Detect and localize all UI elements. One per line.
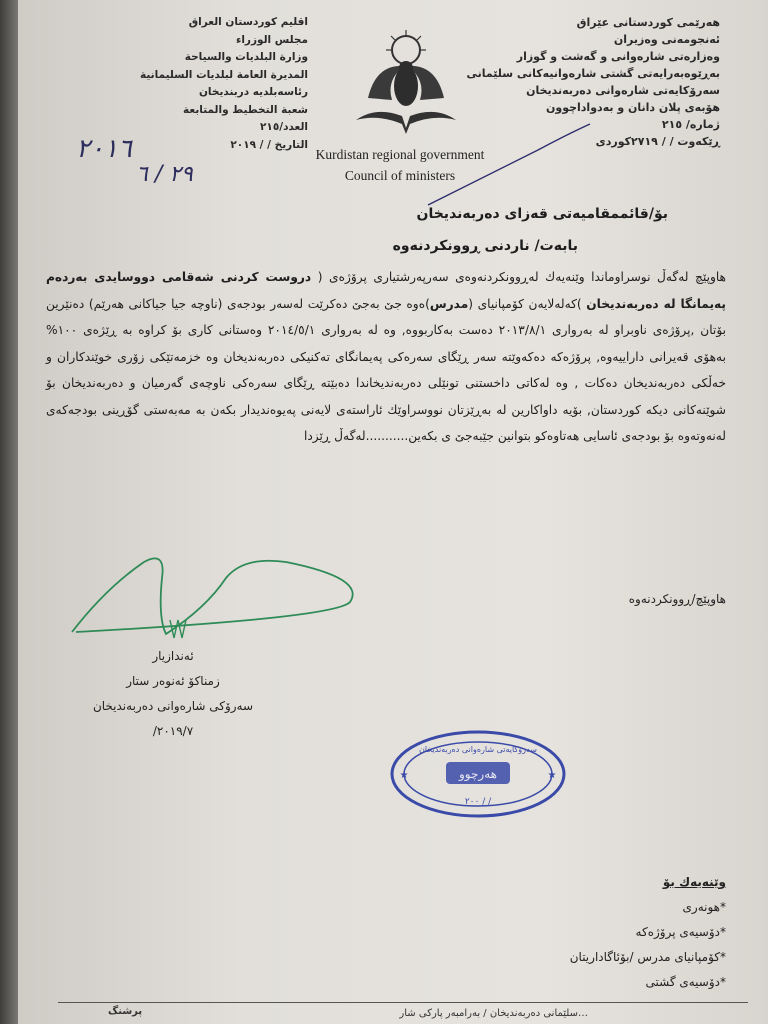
header-line: هۆبەی پلان دانان و بەدواداچوون (545, 101, 720, 114)
header-line: بەڕێوەبەرایەتی گشتی شارەوانیەکانی سلێمانی (466, 67, 720, 80)
stamp-ring-text: سەرۆکایەتی شارەوانی دەربەندیخان (419, 745, 537, 754)
krg-line: Kurdistan regional government (315, 147, 485, 162)
attachment-note: هاوپێچ/ڕوونکردنەوە (628, 592, 726, 606)
copies-to (506, 870, 726, 995)
document-sheet (18, 0, 768, 1024)
footer (18, 994, 768, 1024)
footer-address: …سلێمانی دەربەندیخان / بەرامبەر پارکی شار (399, 1008, 588, 1019)
header-date: التاريخ / / ٢٠١٩ (230, 138, 308, 151)
footer-divider (58, 1002, 748, 1003)
copies-title: وێنەیەك بۆ (662, 875, 726, 889)
header-line: وزارة البلديات والسياحة (184, 51, 308, 63)
handwritten-date: ٢٩ / ٦ (136, 162, 193, 187)
svg-text:★: ★ (399, 770, 409, 781)
svg-text:★: ★ (547, 770, 557, 781)
signature-date: ٢٠١٩/٧/ (152, 724, 194, 738)
body-text-part: هاوپێچ لەگەڵ نوسراوماندا وێنەیەك لەڕوونکردنەوەی سەرپەرشتیاری پرۆژەی ( (311, 270, 726, 284)
copy-item: *کۆمپانیای مدرس /بۆئاگاداریتان (569, 950, 726, 964)
krg-line: Council of ministers (344, 168, 456, 183)
copy-item: *دۆسیەی پرۆژەکە (635, 925, 726, 939)
body-text-part: )ەوە جێ بەجێ دەکرێت لەسەر بودجەی (ناوچە جیا جیاکانی هەرێم) دەنێرین بۆتان ,پرۆژەی ناوبراو لە بەرواری ٢٠١٣/٨/١ دەست بەکاربووە, وە لە بەرواری ٢٠١٤/٥/١ وەستانی کاری بۆ کراوە بە ڕێژەی ١٠٠% بەهۆی قەیرانی داراییەوە, پرۆژەکە دەکەوێتە سەر ڕێگای سەرەکی پەیمانگای تەکنیکی دەربەندیخان وە خزمەتێکی زۆری خوێندکاران و خەڵکی دەربەندیخان دەکات , وە لەکاتی داخستنی تونێلی دەربەندیخاندا دەبێتە ڕێگای سەرەکی ناوچەی گەرمیان و دەربەندیخان بۆ شوێنەکانی دیکە کوردستان, بۆیە داواکارین لە بەڕێزتان نووسراوێك ئاراستەی لایەنی پەیوەندیدار بکەن بە مەبەستی گۆڕینی بودجەکەی لەنەوتەوە بۆ بودجەی ئاسایی هەتاوەکو بتوانین جێبەجێ ی بکەین...........لەگەڵ ڕێزدا (46, 296, 727, 443)
copy-item: *دۆسیەی گشتی (645, 975, 726, 989)
addressee: بۆ/قائممقامیەتی قەزای دەربەندیخان (416, 206, 668, 222)
signer-position: سەرۆکی شارەوانی دەربەندیخان (92, 699, 254, 713)
official-stamp-icon (388, 728, 568, 820)
header-line: سەرۆکایەتی شارەوانی دەربەندیخان (526, 84, 720, 97)
header-line: المديرة العامة لبلديات السليمانية (140, 68, 308, 81)
header-line: هەرێمی کوردستانی عێراق (576, 16, 720, 29)
subject: بابەت/ ناردنی ڕوونکردنەوە (392, 238, 578, 254)
header-line: مجلس الوزراء (235, 33, 308, 46)
header-date: ڕێکەوت / / ٢٧١٩کوردی (595, 135, 720, 148)
stamp-number: ٢٠٠ / / (464, 797, 492, 807)
signature-block (58, 644, 288, 744)
handwritten-number: ٢٠١٦ (76, 134, 132, 164)
footer-left-text: پرشنگ (108, 1006, 143, 1017)
pen-stroke (418, 120, 598, 210)
stamp-center-text: هەرچوو (459, 767, 497, 781)
signature-icon (66, 548, 366, 658)
company-name: مدرس (429, 296, 469, 311)
copy-item: *هونەری (682, 900, 726, 914)
header-line: ئەنجومەنی وەزیران (613, 33, 720, 46)
header-line: اقليم كوردستان العراق (188, 16, 308, 28)
header-number: ژمارە/ ٢١٥ (661, 118, 720, 131)
signer-name: زمناکۆ ئەنوەر ستار (126, 674, 220, 688)
page-fold-edge (0, 0, 18, 1024)
project-name: دروست کردنی شەقامی دووسایدی بەردەم پەیمانگا لە دەربەندیخان (46, 270, 727, 311)
letter-body (46, 264, 726, 450)
header-number: العدد/٢١٥ (260, 121, 308, 133)
header-line: وەزارەتی شارەوانی و گەشت و گوزار (516, 50, 720, 63)
header-line: رئاسەبلديە دربنديخان (198, 86, 308, 98)
signer-title: ئەندازیار (152, 649, 194, 663)
header-line: شعبة التخطيط والمتابعة (183, 103, 308, 116)
body-text-part: )کەلەلایەن کۆمپانیای ( (468, 296, 587, 311)
header-arabic (118, 14, 308, 154)
